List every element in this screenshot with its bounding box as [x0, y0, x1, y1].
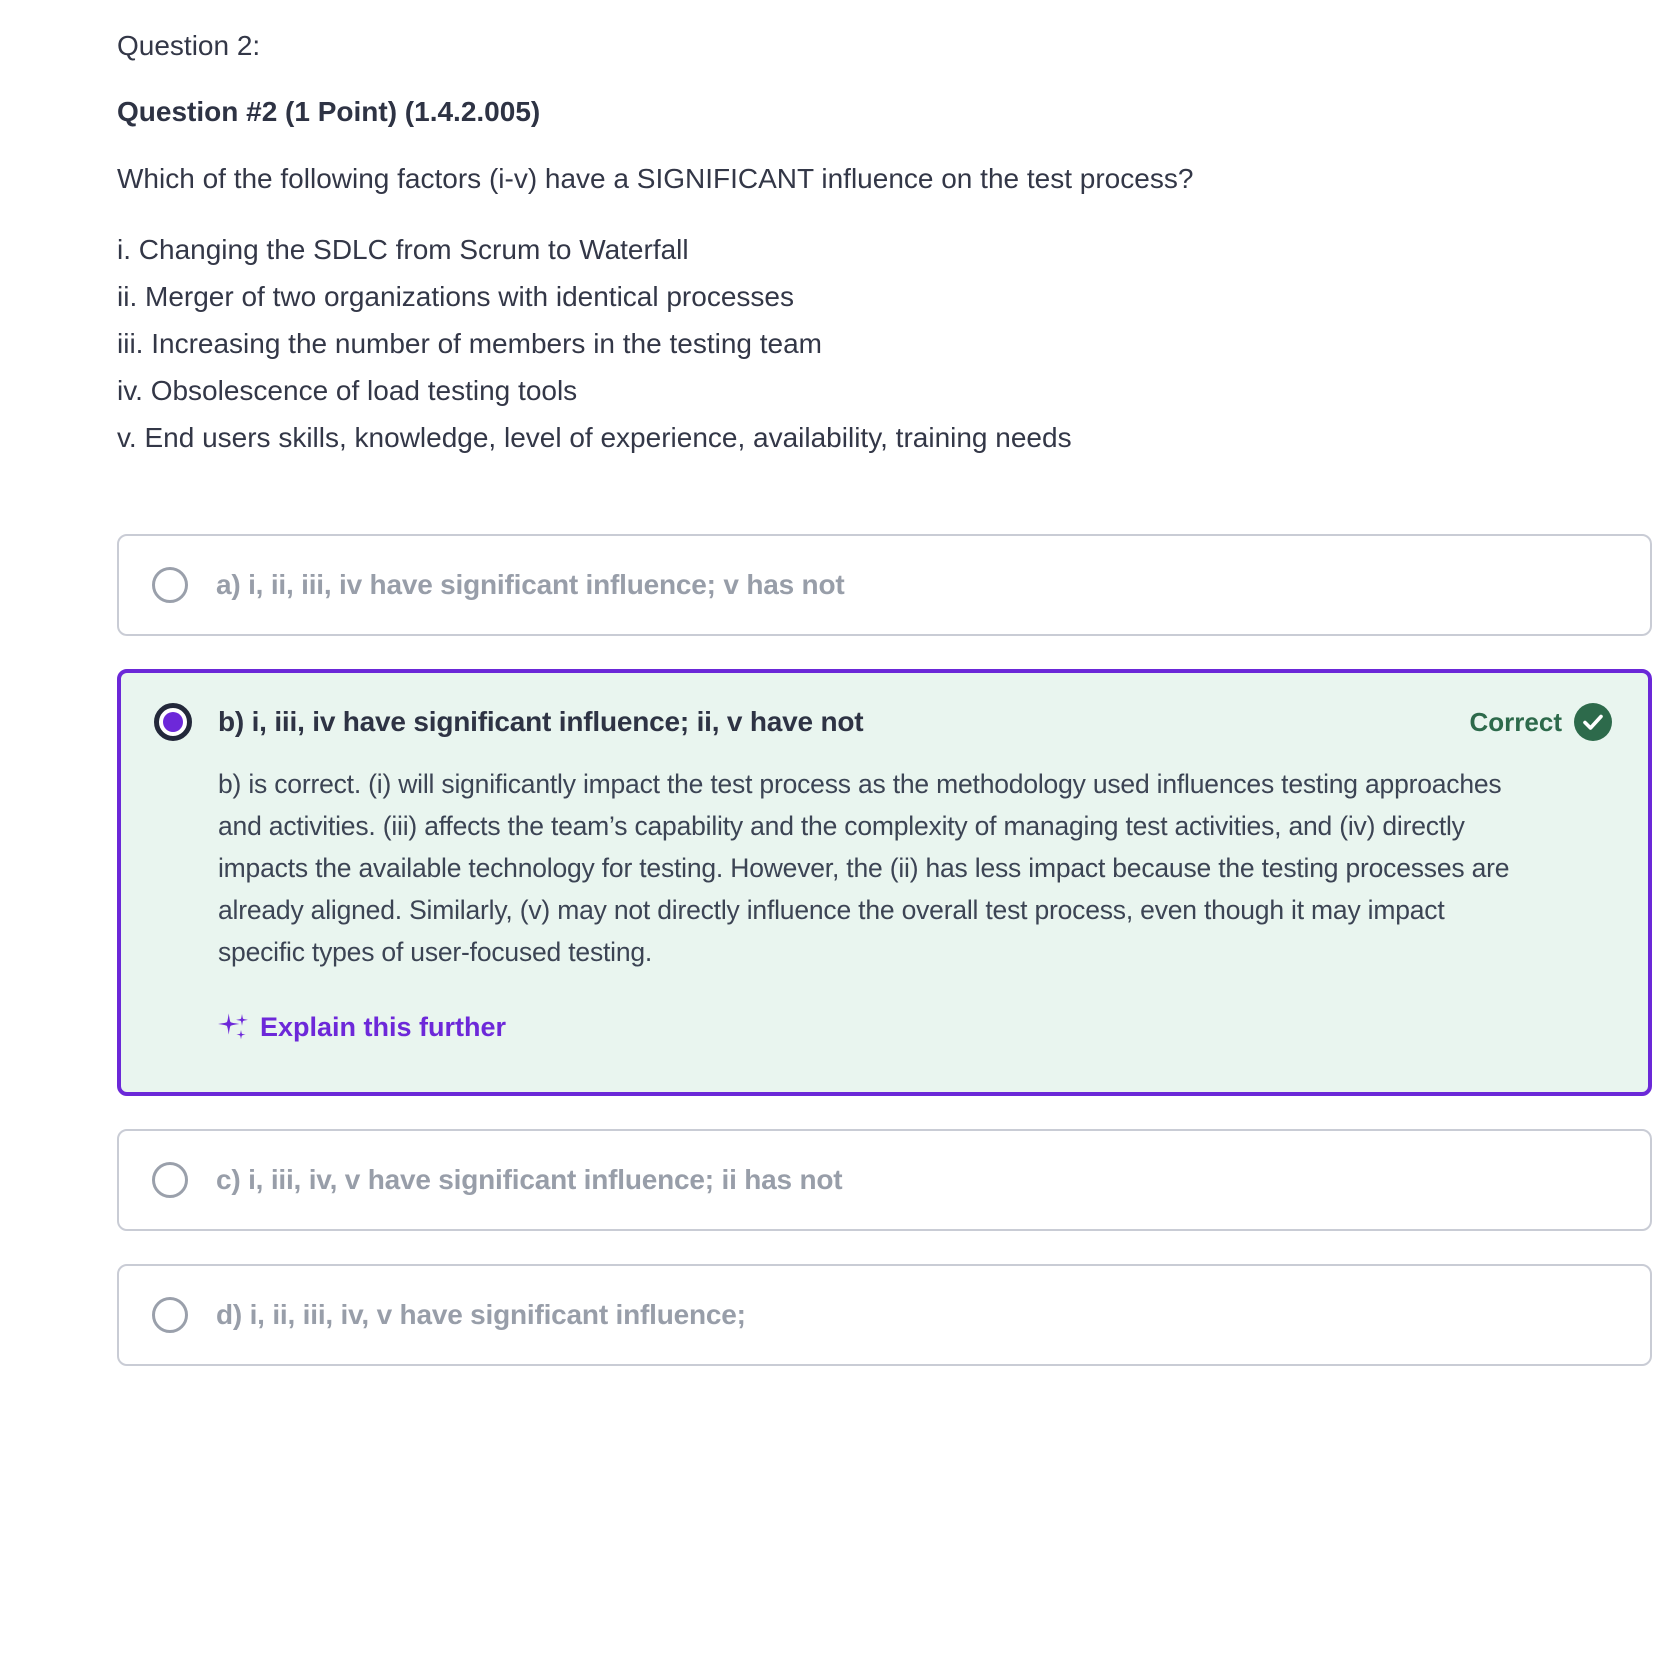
explain-further-link[interactable] [218, 1011, 506, 1043]
answer-option-b-header [154, 703, 1612, 741]
question-title: Question #2 (1 Point) (1.4.2.005) [117, 96, 541, 127]
factor-item-v: v. End users skills, knowledge, level of experience, availability, training needs [117, 422, 1072, 453]
check-circle-icon [1574, 703, 1612, 741]
answer-option-d-label: d) i, ii, iii, iv, v have significant influence; [216, 1299, 746, 1330]
answer-explanation: b) is correct. (i) will significantly impact the test process as the methodology used influences testing approaches and activities. (iii) affects the team’s capability and the complexity of managing test activities, and (iv) directly impacts the available technology for testing. However, the (ii) has less impact because the testing processes are already aligned. Similarly, (v) may not directly influence the overall test process, even though it may impact specific types of user-focused testing. [218, 769, 1510, 967]
answer-option-c[interactable] [117, 1129, 1652, 1231]
radio-dot [163, 712, 183, 732]
radio-button-b-selected[interactable] [154, 703, 192, 741]
question-number-heading: Question 2: [117, 30, 261, 61]
answer-options [117, 534, 1652, 1366]
answer-option-a-label: a) i, ii, iii, iv have significant influence; v has not [216, 569, 845, 600]
factor-item-iii: iii. Increasing the number of members in the testing team [117, 328, 823, 359]
factor-item-ii: ii. Merger of two organizations with identical processes [117, 281, 794, 312]
factor-list [117, 226, 1652, 461]
answer-option-c-label: c) i, iii, iv, v have significant influence; ii has not [216, 1164, 843, 1195]
radio-button-a[interactable] [152, 567, 188, 603]
answer-option-b-label: b) i, iii, iv have significant influence; ii, v have not [218, 706, 864, 737]
factor-item-iv: iv. Obsolescence of load testing tools [117, 375, 578, 406]
explain-further-label: Explain this further [260, 1011, 507, 1042]
answer-option-b[interactable] [117, 669, 1652, 1096]
answer-option-a[interactable] [117, 534, 1652, 636]
question-prompt: Which of the following factors (i-v) have a SIGNIFICANT influence on the test process? [117, 163, 1194, 194]
factor-item-i: i. Changing the SDLC from Scrum to Waterfall [117, 234, 689, 265]
radio-button-d[interactable] [152, 1297, 188, 1333]
answer-option-d[interactable] [117, 1264, 1652, 1366]
correct-badge-label: Correct [1469, 706, 1562, 737]
radio-button-c[interactable] [152, 1162, 188, 1198]
sparkles-icon [218, 1011, 250, 1043]
correct-badge [1470, 703, 1612, 741]
